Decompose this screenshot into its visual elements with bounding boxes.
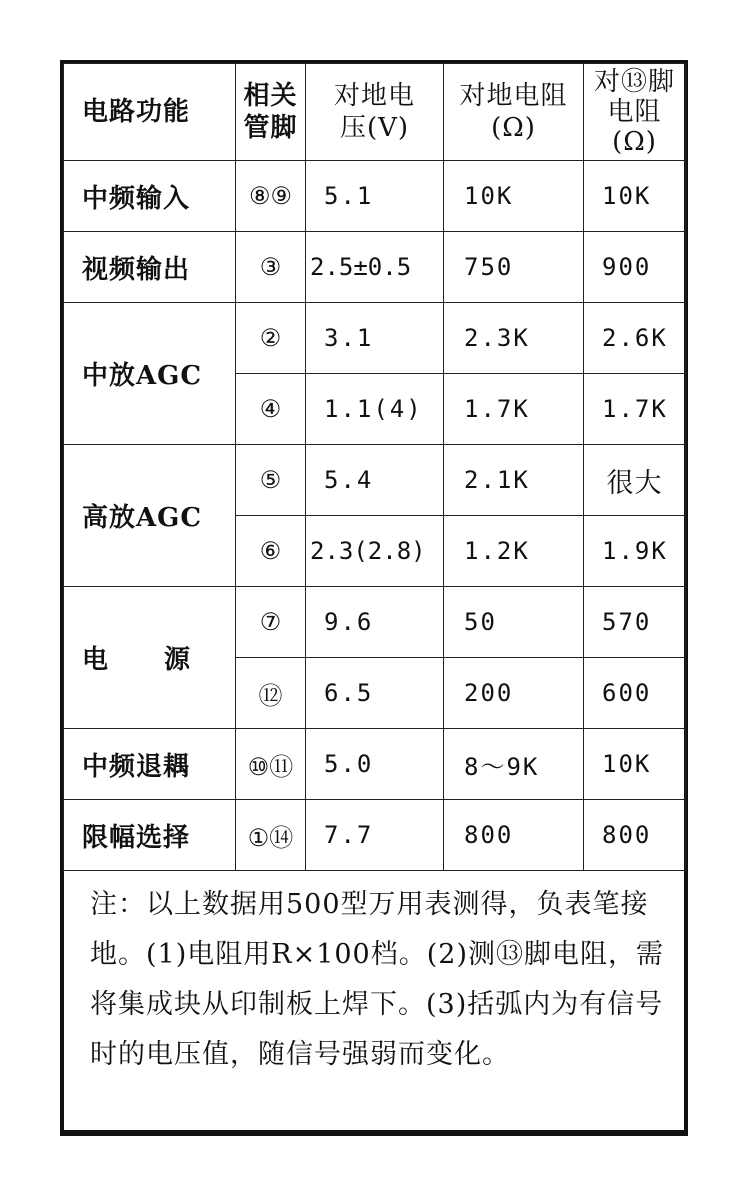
cell-func: 中放AGC [64,303,236,445]
data-table [63,63,686,871]
header-pin: 相关 管脚 [236,64,306,161]
cell-r-ground: 2.3K [444,303,584,374]
cell-voltage: 7.7 [306,800,444,871]
cell-func: 高放AGC [64,445,236,587]
cell-r-pin13: 2.6K [584,303,686,374]
header-r-ground: 对地电阻 (Ω) [444,64,584,161]
cell-r-pin13: 很大 [584,445,686,516]
cell-pin: ④ [236,374,306,445]
cell-r-pin13: 600 [584,658,686,729]
cell-voltage: 9.6 [306,587,444,658]
cell-r-ground: 2.1K [444,445,584,516]
cell-pin: ①⑭ [236,800,306,871]
cell-pin: ⑩⑪ [236,729,306,800]
cell-voltage: 5.1 [306,161,444,232]
cell-r-pin13: 1.7K [584,374,686,445]
table-row [64,445,686,516]
cell-voltage: 2.3(2.8) [306,516,444,587]
table-row [64,232,686,303]
header-row [64,64,686,161]
cell-r-ground: 50 [444,587,584,658]
cell-pin: ③ [236,232,306,303]
cell-func: 中频输入 [64,161,236,232]
cell-func: 视频输出 [64,232,236,303]
table-row [64,161,686,232]
cell-pin: ⑧⑨ [236,161,306,232]
table-row [64,729,686,800]
cell-pin: ⑫ [236,658,306,729]
table-row [64,587,686,658]
header-func: 电路功能 [64,64,236,161]
cell-r-ground: 1.2K [444,516,584,587]
cell-r-pin13: 900 [584,232,686,303]
cell-func: 电源 [64,587,236,729]
header-voltage: 对地电 压(V) [306,64,444,161]
cell-r-ground: 1.7K [444,374,584,445]
cell-voltage: 3.1 [306,303,444,374]
cell-r-pin13: 570 [584,587,686,658]
cell-r-ground: 10K [444,161,584,232]
cell-r-ground: 800 [444,800,584,871]
cell-r-pin13: 1.9K [584,516,686,587]
table-row [64,800,686,871]
cell-func: 限幅选择 [64,800,236,871]
footnote-text: 注：以上数据用500型万用表测得，负表笔接地。(1)电阻用R×100档。(2)测⑬脚电阻，需将集成块从印制板上焊下。(3)括弧内为有信号时的电压值，随信号强弱而变化。 [90,889,664,1070]
table-row [64,303,686,374]
cell-voltage: 6.5 [306,658,444,729]
cell-r-pin13: 800 [584,800,686,871]
cell-r-pin13: 10K [584,161,686,232]
cell-voltage: 5.4 [306,445,444,516]
cell-voltage: 5.0 [306,729,444,800]
cell-pin: ⑤ [236,445,306,516]
cell-r-pin13: 10K [584,729,686,800]
cell-r-ground: 750 [444,232,584,303]
cell-r-ground: 200 [444,658,584,729]
cell-func: 中频退耦 [64,729,236,800]
cell-voltage: 2.5±0.5 [306,232,444,303]
cell-pin: ② [236,303,306,374]
cell-pin: ⑥ [236,516,306,587]
footnote [90,880,670,1080]
cell-pin: ⑦ [236,587,306,658]
header-r-pin13: 对⑬脚 电阻 (Ω) [584,64,686,161]
cell-r-ground: 8～9K [444,729,584,800]
cell-voltage: 1.1(4) [306,374,444,445]
